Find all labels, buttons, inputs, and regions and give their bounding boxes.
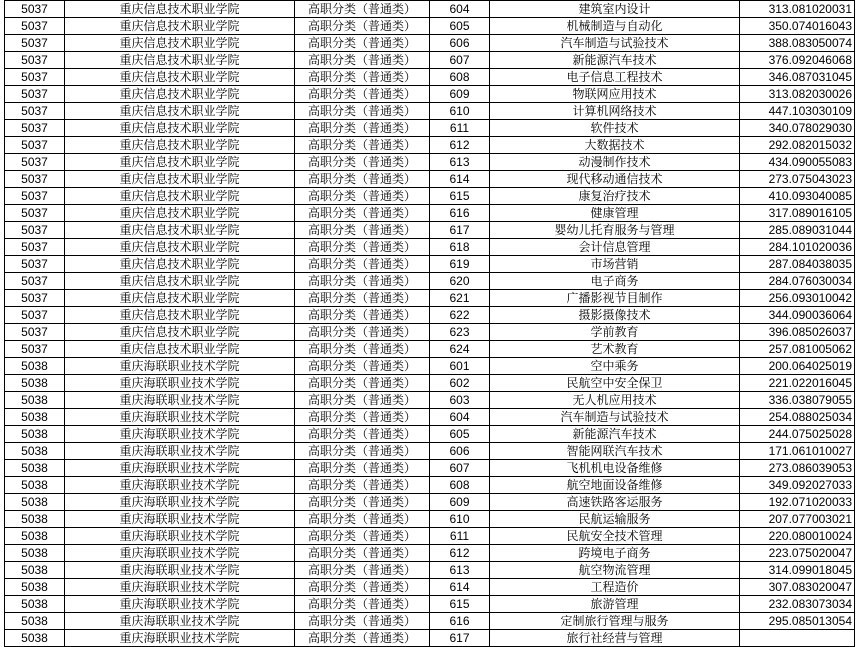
- major-name: 航空地面设备维修: [490, 477, 740, 494]
- institution-code: 5037: [5, 307, 65, 324]
- table-row: [5, 358, 855, 375]
- category: 高职分类（普通类）: [295, 324, 430, 341]
- institution-name: 重庆信息技术职业学院: [65, 307, 295, 324]
- major-name: 康复治疗技术: [490, 188, 740, 205]
- institution-name: 重庆信息技术职业学院: [65, 18, 295, 35]
- category: 高职分类（普通类）: [295, 511, 430, 528]
- major-name: 工程造价: [490, 579, 740, 596]
- admission-score: 273.075043023: [740, 171, 855, 188]
- category: 高职分类（普通类）: [295, 188, 430, 205]
- category: 高职分类（普通类）: [295, 273, 430, 290]
- major-name: 动漫制作技术: [490, 154, 740, 171]
- admission-score: 232.083073034: [740, 596, 855, 613]
- institution-code: 5038: [5, 511, 65, 528]
- major-code: 614: [430, 171, 490, 188]
- table-row: [5, 307, 855, 324]
- institution-code: 5038: [5, 613, 65, 630]
- major-name: 智能网联汽车技术: [490, 443, 740, 460]
- major-code: 608: [430, 69, 490, 86]
- institution-code: 5037: [5, 86, 65, 103]
- institution-code: 5037: [5, 137, 65, 154]
- table-row: [5, 18, 855, 35]
- major-name: 计算机网络技术: [490, 103, 740, 120]
- admission-score: 307.083020047: [740, 579, 855, 596]
- category: 高职分类（普通类）: [295, 392, 430, 409]
- admission-score: 434.090055083: [740, 154, 855, 171]
- admission-score: 223.075020047: [740, 545, 855, 562]
- major-code: 609: [430, 494, 490, 511]
- institution-name: 重庆海联职业技术学院: [65, 392, 295, 409]
- admission-score: 257.081005062: [740, 341, 855, 358]
- major-code: 607: [430, 460, 490, 477]
- admission-score: 207.077003021: [740, 511, 855, 528]
- institution-name: 重庆信息技术职业学院: [65, 341, 295, 358]
- institution-name: 重庆信息技术职业学院: [65, 205, 295, 222]
- category: 高职分类（普通类）: [295, 239, 430, 256]
- institution-code: 5037: [5, 18, 65, 35]
- institution-name: 重庆信息技术职业学院: [65, 171, 295, 188]
- major-code: 616: [430, 205, 490, 222]
- admission-score: 287.084038035: [740, 256, 855, 273]
- table-row: [5, 35, 855, 52]
- admission-score: 350.074016043: [740, 18, 855, 35]
- major-code: 605: [430, 18, 490, 35]
- category: 高职分类（普通类）: [295, 409, 430, 426]
- institution-code: 5038: [5, 426, 65, 443]
- institution-code: 5037: [5, 290, 65, 307]
- table-row: [5, 290, 855, 307]
- category: 高职分类（普通类）: [295, 596, 430, 613]
- admission-score: 254.088025034: [740, 409, 855, 426]
- table-row: [5, 205, 855, 222]
- institution-name: 重庆信息技术职业学院: [65, 69, 295, 86]
- major-name: 广播影视节目制作: [490, 290, 740, 307]
- admission-score: 314.099018045: [740, 562, 855, 579]
- major-code: 606: [430, 35, 490, 52]
- major-code: 617: [430, 630, 490, 647]
- admission-score: 349.092027033: [740, 477, 855, 494]
- admission-score: 336.038079055: [740, 392, 855, 409]
- institution-code: 5037: [5, 1, 65, 18]
- table-row-partial: [5, 630, 855, 647]
- institution-name: 重庆海联职业技术学院: [65, 443, 295, 460]
- major-code: 601: [430, 358, 490, 375]
- major-name: 婴幼儿托育服务与管理: [490, 222, 740, 239]
- table-row: [5, 477, 855, 494]
- table-row: [5, 239, 855, 256]
- institution-code: 5038: [5, 562, 65, 579]
- table-row: [5, 103, 855, 120]
- major-code: 607: [430, 52, 490, 69]
- category: 高职分类（普通类）: [295, 222, 430, 239]
- institution-name: 重庆信息技术职业学院: [65, 324, 295, 341]
- institution-name: 重庆海联职业技术学院: [65, 460, 295, 477]
- category: 高职分类（普通类）: [295, 613, 430, 630]
- table-row: [5, 52, 855, 69]
- admission-score: 376.092046068: [740, 52, 855, 69]
- category: 高职分类（普通类）: [295, 494, 430, 511]
- admission-score: 292.082015032: [740, 137, 855, 154]
- table-row: [5, 222, 855, 239]
- major-code: 603: [430, 392, 490, 409]
- major-code: 617: [430, 222, 490, 239]
- institution-code: 5037: [5, 171, 65, 188]
- institution-name: 重庆海联职业技术学院: [65, 358, 295, 375]
- major-name: 建筑室内设计: [490, 1, 740, 18]
- institution-code: 5038: [5, 596, 65, 613]
- table-row: [5, 188, 855, 205]
- admission-score: 410.093040085: [740, 188, 855, 205]
- institution-name: 重庆海联职业技术学院: [65, 596, 295, 613]
- admission-score: 285.089031044: [740, 222, 855, 239]
- admission-score: 284.076030034: [740, 273, 855, 290]
- admission-score: 317.089016105: [740, 205, 855, 222]
- category: 高职分类（普通类）: [295, 120, 430, 137]
- institution-name: 重庆海联职业技术学院: [65, 409, 295, 426]
- admission-score: 340.078029030: [740, 120, 855, 137]
- institution-code: 5037: [5, 35, 65, 52]
- institution-code: 5037: [5, 120, 65, 137]
- table-row: [5, 341, 855, 358]
- major-name: 民航安全技术管理: [490, 528, 740, 545]
- institution-code: 5037: [5, 205, 65, 222]
- institution-code: 5038: [5, 460, 65, 477]
- table-row: [5, 562, 855, 579]
- major-name: 定制旅行管理与服务: [490, 613, 740, 630]
- institution-name: 重庆信息技术职业学院: [65, 154, 295, 171]
- major-code: 621: [430, 290, 490, 307]
- major-name: 摄影摄像技术: [490, 307, 740, 324]
- admission-score: 256.093010042: [740, 290, 855, 307]
- institution-name: 重庆信息技术职业学院: [65, 1, 295, 18]
- major-code: 623: [430, 324, 490, 341]
- major-name: 会计信息管理: [490, 239, 740, 256]
- table-row: [5, 256, 855, 273]
- major-code: 612: [430, 137, 490, 154]
- table-row: [5, 137, 855, 154]
- major-name: 机械制造与自动化: [490, 18, 740, 35]
- table-row: [5, 528, 855, 545]
- institution-name: 重庆信息技术职业学院: [65, 273, 295, 290]
- category: 高职分类（普通类）: [295, 154, 430, 171]
- major-code: 602: [430, 375, 490, 392]
- major-code: 609: [430, 86, 490, 103]
- institution-name: 重庆海联职业技术学院: [65, 630, 295, 647]
- category: 高职分类（普通类）: [295, 443, 430, 460]
- institution-code: 5038: [5, 409, 65, 426]
- category: 高职分类（普通类）: [295, 171, 430, 188]
- institution-name: 重庆信息技术职业学院: [65, 290, 295, 307]
- institution-name: 重庆信息技术职业学院: [65, 222, 295, 239]
- institution-code: 5037: [5, 324, 65, 341]
- major-name: 物联网应用技术: [490, 86, 740, 103]
- table-row: [5, 375, 855, 392]
- category: 高职分类（普通类）: [295, 630, 430, 647]
- admission-score: 220.080010024: [740, 528, 855, 545]
- major-name: 现代移动通信技术: [490, 171, 740, 188]
- category: 高职分类（普通类）: [295, 562, 430, 579]
- category: 高职分类（普通类）: [295, 579, 430, 596]
- major-code: 616: [430, 613, 490, 630]
- major-name: 汽车制造与试验技术: [490, 35, 740, 52]
- table-row: [5, 545, 855, 562]
- institution-code: 5038: [5, 358, 65, 375]
- table-row: [5, 392, 855, 409]
- institution-name: 重庆海联职业技术学院: [65, 511, 295, 528]
- major-name: 电子信息工程技术: [490, 69, 740, 86]
- table-row: [5, 613, 855, 630]
- admission-score: [740, 630, 855, 647]
- major-code: 614: [430, 579, 490, 596]
- major-name: 高速铁路客运服务: [490, 494, 740, 511]
- admission-score: 171.061010027: [740, 443, 855, 460]
- table-row: [5, 579, 855, 596]
- major-code: 611: [430, 120, 490, 137]
- institution-name: 重庆信息技术职业学院: [65, 35, 295, 52]
- admission-score: 200.064025019: [740, 358, 855, 375]
- admission-score-table: [4, 0, 855, 647]
- major-name: 软件技术: [490, 120, 740, 137]
- admission-score: 244.075025028: [740, 426, 855, 443]
- admission-score: 346.087031045: [740, 69, 855, 86]
- major-name: 航空物流管理: [490, 562, 740, 579]
- table-row: [5, 324, 855, 341]
- institution-name: 重庆信息技术职业学院: [65, 256, 295, 273]
- institution-code: 5037: [5, 239, 65, 256]
- category: 高职分类（普通类）: [295, 205, 430, 222]
- major-code: 622: [430, 307, 490, 324]
- admission-score: 313.082030026: [740, 86, 855, 103]
- table-row: [5, 494, 855, 511]
- major-code: 606: [430, 443, 490, 460]
- major-name: 新能源汽车技术: [490, 52, 740, 69]
- major-code: 613: [430, 154, 490, 171]
- category: 高职分类（普通类）: [295, 460, 430, 477]
- table-row: [5, 1, 855, 18]
- category: 高职分类（普通类）: [295, 477, 430, 494]
- table-row: [5, 69, 855, 86]
- institution-code: 5038: [5, 545, 65, 562]
- major-code: 619: [430, 256, 490, 273]
- category: 高职分类（普通类）: [295, 545, 430, 562]
- admission-score: 284.101020036: [740, 239, 855, 256]
- major-code: 624: [430, 341, 490, 358]
- institution-code: 5037: [5, 256, 65, 273]
- major-name: 健康管理: [490, 205, 740, 222]
- admission-score: 273.086039053: [740, 460, 855, 477]
- institution-name: 重庆海联职业技术学院: [65, 579, 295, 596]
- institution-name: 重庆海联职业技术学院: [65, 528, 295, 545]
- institution-name: 重庆信息技术职业学院: [65, 86, 295, 103]
- major-code: 608: [430, 477, 490, 494]
- institution-code: 5038: [5, 630, 65, 647]
- institution-name: 重庆海联职业技术学院: [65, 545, 295, 562]
- major-name: 空中乘务: [490, 358, 740, 375]
- institution-code: 5037: [5, 341, 65, 358]
- category: 高职分类（普通类）: [295, 290, 430, 307]
- category: 高职分类（普通类）: [295, 1, 430, 18]
- major-name: 艺术教育: [490, 341, 740, 358]
- major-name: 民航空中安全保卫: [490, 375, 740, 392]
- institution-name: 重庆海联职业技术学院: [65, 426, 295, 443]
- category: 高职分类（普通类）: [295, 35, 430, 52]
- category: 高职分类（普通类）: [295, 307, 430, 324]
- major-code: 604: [430, 409, 490, 426]
- institution-name: 重庆海联职业技术学院: [65, 494, 295, 511]
- institution-code: 5037: [5, 103, 65, 120]
- institution-code: 5037: [5, 273, 65, 290]
- admission-score: 313.081020031: [740, 1, 855, 18]
- major-name: 旅行社经营与管理: [490, 630, 740, 647]
- institution-code: 5038: [5, 443, 65, 460]
- institution-name: 重庆海联职业技术学院: [65, 562, 295, 579]
- table-row: [5, 120, 855, 137]
- institution-code: 5037: [5, 69, 65, 86]
- admission-score: 221.022016045: [740, 375, 855, 392]
- major-name: 市场营销: [490, 256, 740, 273]
- admission-score: 396.085026037: [740, 324, 855, 341]
- institution-code: 5037: [5, 154, 65, 171]
- institution-code: 5037: [5, 222, 65, 239]
- category: 高职分类（普通类）: [295, 358, 430, 375]
- institution-code: 5038: [5, 477, 65, 494]
- major-name: 民航运输服务: [490, 511, 740, 528]
- major-code: 615: [430, 596, 490, 613]
- major-code: 604: [430, 1, 490, 18]
- table-row: [5, 273, 855, 290]
- admission-score: 344.090036064: [740, 307, 855, 324]
- table-row: [5, 409, 855, 426]
- major-name: 大数据技术: [490, 137, 740, 154]
- major-name: 跨境电子商务: [490, 545, 740, 562]
- major-code: 618: [430, 239, 490, 256]
- table-row: [5, 171, 855, 188]
- institution-code: 5038: [5, 528, 65, 545]
- table-row: [5, 460, 855, 477]
- institution-code: 5038: [5, 579, 65, 596]
- major-code: 610: [430, 511, 490, 528]
- institution-name: 重庆信息技术职业学院: [65, 120, 295, 137]
- admission-score: 295.085013054: [740, 613, 855, 630]
- institution-name: 重庆海联职业技术学院: [65, 375, 295, 392]
- category: 高职分类（普通类）: [295, 528, 430, 545]
- table-row: [5, 511, 855, 528]
- institution-code: 5037: [5, 52, 65, 69]
- category: 高职分类（普通类）: [295, 256, 430, 273]
- institution-name: 重庆信息技术职业学院: [65, 52, 295, 69]
- category: 高职分类（普通类）: [295, 375, 430, 392]
- institution-code: 5038: [5, 494, 65, 511]
- institution-name: 重庆信息技术职业学院: [65, 239, 295, 256]
- category: 高职分类（普通类）: [295, 18, 430, 35]
- table-row: [5, 86, 855, 103]
- major-code: 610: [430, 103, 490, 120]
- major-name: 电子商务: [490, 273, 740, 290]
- table-row: [5, 443, 855, 460]
- institution-name: 重庆信息技术职业学院: [65, 137, 295, 154]
- category: 高职分类（普通类）: [295, 341, 430, 358]
- table-row: [5, 154, 855, 171]
- major-code: 605: [430, 426, 490, 443]
- institution-code: 5037: [5, 188, 65, 205]
- major-code: 620: [430, 273, 490, 290]
- institution-code: 5038: [5, 392, 65, 409]
- major-name: 旅游管理: [490, 596, 740, 613]
- institution-name: 重庆信息技术职业学院: [65, 188, 295, 205]
- table-body: [5, 1, 855, 647]
- admission-score: 447.103030109: [740, 103, 855, 120]
- major-code: 611: [430, 528, 490, 545]
- major-code: 612: [430, 545, 490, 562]
- table-row: [5, 596, 855, 613]
- category: 高职分类（普通类）: [295, 86, 430, 103]
- major-name: 飞机机电设备维修: [490, 460, 740, 477]
- institution-name: 重庆信息技术职业学院: [65, 103, 295, 120]
- major-name: 无人机应用技术: [490, 392, 740, 409]
- category: 高职分类（普通类）: [295, 52, 430, 69]
- category: 高职分类（普通类）: [295, 103, 430, 120]
- institution-name: 重庆海联职业技术学院: [65, 477, 295, 494]
- major-name: 学前教育: [490, 324, 740, 341]
- major-code: 615: [430, 188, 490, 205]
- category: 高职分类（普通类）: [295, 426, 430, 443]
- admission-score: 388.083050074: [740, 35, 855, 52]
- admission-score: 192.071020033: [740, 494, 855, 511]
- major-name: 新能源汽车技术: [490, 426, 740, 443]
- major-code: 613: [430, 562, 490, 579]
- table-row: [5, 426, 855, 443]
- category: 高职分类（普通类）: [295, 137, 430, 154]
- institution-name: 重庆海联职业技术学院: [65, 613, 295, 630]
- category: 高职分类（普通类）: [295, 69, 430, 86]
- major-name: 汽车制造与试验技术: [490, 409, 740, 426]
- institution-code: 5038: [5, 375, 65, 392]
